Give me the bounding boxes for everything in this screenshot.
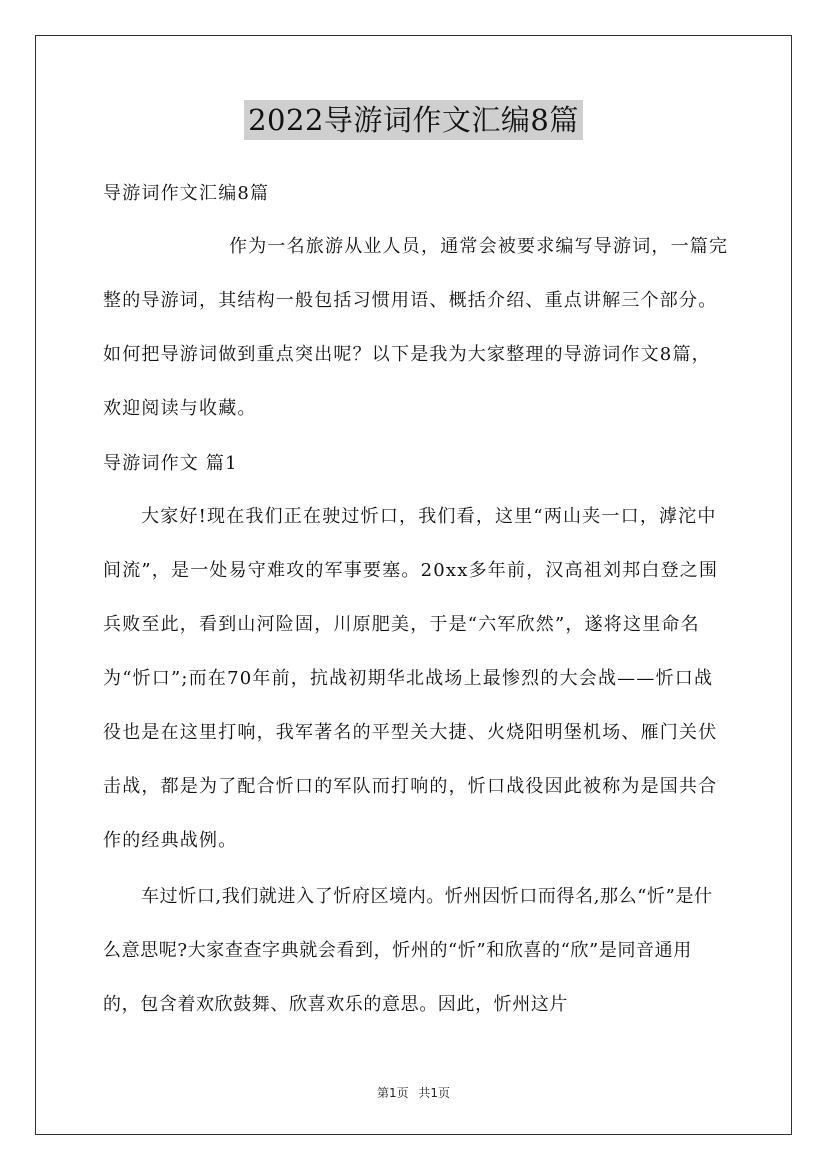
page-number: 第1页 <box>376 1086 409 1100</box>
page-footer <box>0 1084 827 1101</box>
page-total: 共1页 <box>418 1086 451 1100</box>
body-paragraph-1: 大家好!现在我们正在驶过忻口，我们看，这里“两山夹一口，滹沱中间流”，是一处易守难攻的军事要塞。20xx多年前，汉高祖刘邦白登之围兵败至此，看到山河险固，川原肥美，于是“六军欣然”，遂将这里命名为“忻口”;而在70年前，抗战初期华北战场上最惨烈的大会战——忻口战役也是在这里打响，我军著名的平型关大捷、火烧阳明堡机场、雁门关伏击战，都是为了配合忻口的军队而打响的，忻口战役因此被称为是国共合作的经典战例。 <box>103 506 719 851</box>
document-title: 2022导游词作文汇编8篇 <box>244 100 583 140</box>
document-subtitle: 导游词作文汇编8篇 <box>103 183 270 204</box>
section-heading: 导游词作文 篇1 <box>103 453 238 474</box>
intro-paragraph: 作为一名旅游从业人员，通常会被要求编写导游词，一篇完整的导游词，其结构一般包括习惯用语、概括介绍、重点讲解三个部分。如何把导游词做到重点突出呢？以下是我为大家整理的导游词作文8篇，欢迎阅读与收藏。 <box>103 236 729 419</box>
title-container <box>0 100 827 140</box>
body-paragraph-2: 车过忻口,我们就进入了忻府区境内。忻州因忻口而得名,那么“忻”是什么意思呢?大家查查字典就会看到，忻州的“忻”和欣喜的“欣”是同音通用的，包含着欢欣鼓舞、欣喜欢乐的意思。因此，忻州这片 <box>103 886 713 1015</box>
